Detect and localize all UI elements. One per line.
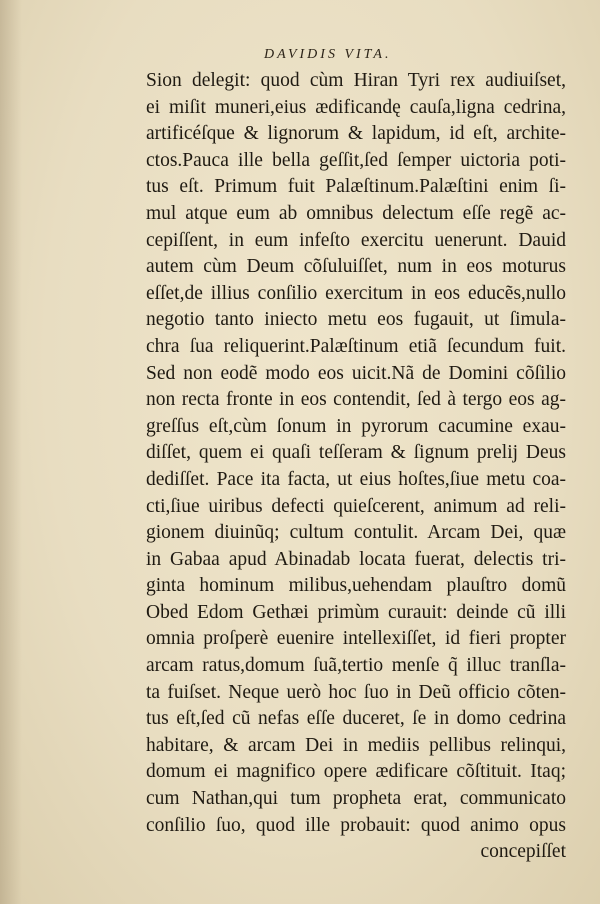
- text-line: eſſet,de illius conſilio exercitum in eos educẽs,nullo: [146, 282, 566, 304]
- text-line: autem cùm Deum cõſuluiſſet, num in eos moturus: [146, 256, 566, 278]
- text-line: dediſſet. Pace ita facta, ut eius hoſtes,ſiue metu coa-: [146, 468, 566, 490]
- text-line: negotio tanto iniecto metu eos fugauit, ut ſimula-: [146, 309, 566, 331]
- text-line: ginta hominum milibus,uehendam plauſtro domũ: [146, 575, 566, 597]
- text-line: omnia proſperè euenire intellexiſſet, id fieri propter: [146, 628, 566, 650]
- text-line: Sed non eodẽ modo eos uicit.Nã de Domini cõſilio: [146, 362, 566, 384]
- text-line: chra ſua reliquerint.Palæſtinum etiã ſecundum fuit.: [146, 335, 566, 357]
- text-line: cepiſſent, in eum infeſto exercitu uenerunt. Dauid: [146, 229, 566, 251]
- text-line: diſſet, quem ei quaſi teſſeram & ſignum prelij Deus: [146, 442, 566, 464]
- text-line: ta fuiſset. Neque uerò hoc ſuo in Deũ officio cõten-: [146, 681, 566, 703]
- text-line: tus eſt,ſed cũ nefas eſſe duceret, ſe in domo cedrina: [146, 708, 566, 730]
- text-line: ei miſit muneri,eius ædificandę cauſa,ligna cedrina,: [146, 96, 566, 118]
- text-line: Sion delegit: quod cùm Hiran Tyri rex audiuiſset,: [146, 70, 566, 91]
- text-line: Obed Edom Gethæi primùm curauit: deinde cũ illi: [146, 601, 566, 623]
- text-line: cti,ſiue uiribus defecti quieſcerent, animum ad reli-: [146, 495, 566, 517]
- body-text: [146, 68, 566, 866]
- text-line: domum ei magnifico opere ædificare cõſtituit. Itaq;: [146, 761, 566, 783]
- text-line: artificéſque & lignorum & lapidum, id eſt, archite-: [146, 123, 566, 145]
- text-line: mul atque eum ab omnibus delectum eſſe regẽ ac-: [146, 202, 566, 224]
- running-header: DAVIDIS VITA.: [264, 47, 392, 62]
- text-line: arcam ratus,domum ſuã,tertio menſe q̃ illuc tranſla-: [146, 655, 566, 677]
- text-line: cum Nathan,qui tum propheta erat, communicato: [146, 788, 566, 810]
- text-line: ctos.Pauca ille bella geſſit,ſed ſemper uictoria poti-: [146, 149, 566, 171]
- text-line: conſilio ſuo, quod ille probauit: quod animo opus: [146, 814, 566, 836]
- text-line: non recta fronte in eos contendit, ſed à tergo eos ag-: [146, 389, 566, 411]
- text-line: concepiſſet: [480, 841, 566, 863]
- text-line: gionem diuinũq; cultum contulit. Arcam Dei, quæ: [146, 522, 566, 544]
- text-line: in Gabaa apud Abinadab locata fuerat, delectis tri-: [146, 548, 566, 570]
- text-line: tus eſt. Primum fuit Palæſtinum.Palæſtini enim ſi-: [146, 176, 566, 198]
- text-line: habitare, & arcam Dei in mediis pellibus relinqui,: [146, 734, 566, 756]
- page-gutter-shadow: [0, 0, 22, 904]
- text-line: greſſus eſt,cùm ſonum in pyrorum cacumine exau-: [146, 415, 566, 437]
